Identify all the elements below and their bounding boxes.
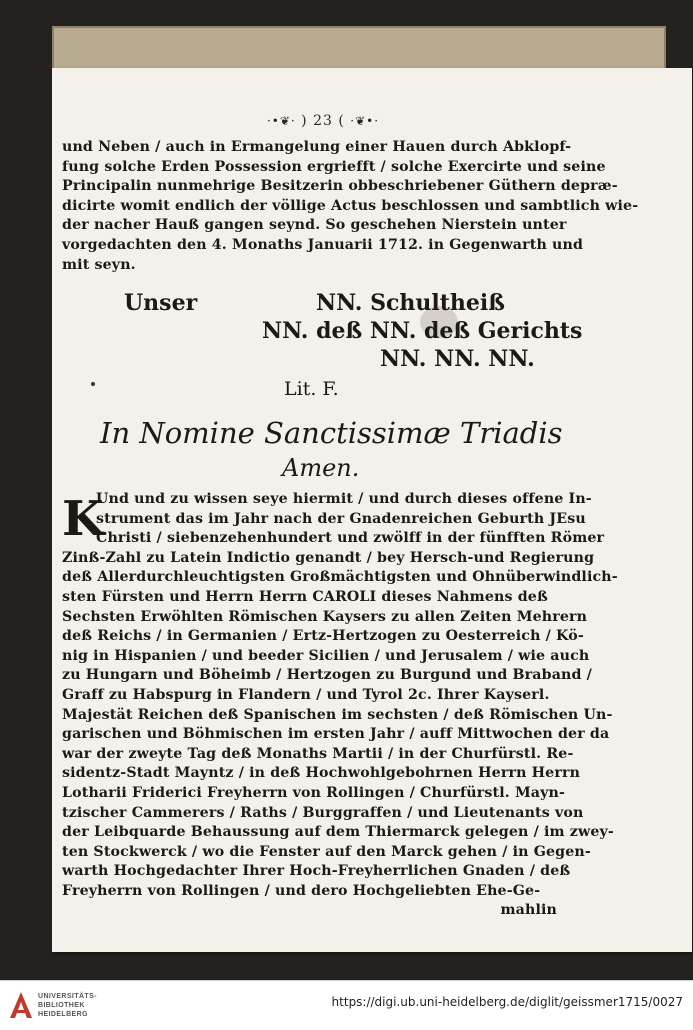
left-ornament-icon: ·•❦· bbox=[266, 114, 296, 128]
text-line: mit seyn. bbox=[62, 256, 136, 273]
signature-line-3: NN. NN. NN. bbox=[380, 346, 535, 372]
document-title: In Nomine Sanctissimæ Triadis bbox=[100, 416, 563, 450]
text-line: dicirte womit endlich der völlige Actus beschlossen und sambtlich wie- bbox=[62, 197, 639, 214]
right-ornament-icon: ·❦•· bbox=[350, 114, 380, 128]
text-line: vorgedachten den 4. Monaths Januarii 1712. in Gegenwarth und bbox=[62, 236, 584, 253]
library-logo-text bbox=[38, 992, 97, 1019]
section-label: Lit. F. bbox=[284, 378, 339, 400]
logo-line-3: HEIDELBERG bbox=[38, 1011, 88, 1018]
text-line: sidentz-Stadt Mayntz / in deß Hochwohlgebohrnen Herrn Herrn bbox=[62, 765, 581, 782]
text-line: deß Allerdurchleuchtigsten Großmächtigsten und Ohnüberwindlich- bbox=[62, 569, 618, 586]
text-line: war der zweyte Tag deß Monaths Martii / in der Churfürstl. Re- bbox=[62, 745, 574, 762]
text-line: Graff zu Habspurg in Flandern / und Tyrol 2c. Ihrer Kayserl. bbox=[62, 686, 550, 703]
text-line: warth Hochgedachter Ihrer Hoch-Freyherrlichen Gnaden / deß bbox=[62, 863, 571, 880]
text-line: Majestät Reichen deß Spanischen im sechsten / deß Römischen Un- bbox=[62, 706, 613, 723]
text-line: zu Hungarn und Böheimb / Hertzogen zu Burgund und Braband / bbox=[62, 667, 593, 684]
title-amen: Amen. bbox=[282, 454, 360, 482]
text-line: nig in Hispanien / und beeder Sicilien / und Jerusalem / wie auch bbox=[62, 647, 590, 664]
text-line: deß Reichs / in Germanien / Ertz-Hertzogen zu Oesterreich / Kö- bbox=[62, 628, 584, 645]
text-line: Und und zu wissen seye hiermit / und durch dieses offene In- bbox=[96, 491, 592, 507]
paragraph-1 bbox=[62, 138, 639, 275]
text-line: Zinß-Zahl zu Latein Indictio genandt / bey Hersch-und Regierung bbox=[62, 549, 595, 566]
catchword: mahlin bbox=[500, 902, 557, 919]
permalink-url[interactable]: https://digi.ub.uni-heidelberg.de/diglit/geissmer1715/0027 bbox=[331, 995, 683, 1009]
text-line: Lotharii Friderici Freyherrn von Rollingen / Churfürstl. Mayn- bbox=[62, 784, 566, 801]
text-line: tzischer Cammerers / Raths / Burggraffen / und Lieutenants von bbox=[62, 804, 584, 821]
text-line: ten Stockwerck / wo die Fenster auf den Marck gehen / in Gegen- bbox=[62, 843, 591, 860]
text-line: der nacher Hauß gangen seynd. So geschehen Nierstein unter bbox=[62, 217, 567, 234]
logo-line-2: BIBLIOTHEK bbox=[38, 1002, 85, 1009]
text-line: Sechsten Erwöhlten Römischen Kaysers zu allen Zeiten Mehrern bbox=[62, 608, 588, 625]
library-logo-icon[interactable] bbox=[8, 990, 34, 1020]
signature-line-1: NN. Schultheiß bbox=[316, 290, 505, 316]
logo-line-1: UNIVERSITÄTS- bbox=[38, 993, 97, 1000]
text-line: der Leibquarde Behaussung auf dem Thiermarck gelegen / im zwey- bbox=[62, 824, 614, 841]
text-line: Christi / siebenzehenhundert und zwölff in der fünfften Römer bbox=[96, 530, 605, 547]
text-line: fung solche Erden Possession ergriefft / solche Exercirte und seine bbox=[62, 158, 606, 175]
text-line: Principalin nunmehrige Besitzerin obbeschriebener Güthern depræ- bbox=[62, 178, 618, 195]
page-header bbox=[248, 113, 398, 129]
text-line: strument das im Jahr nach der Gnadenreichen Geburth JEsu bbox=[96, 510, 586, 527]
book-cover-board bbox=[52, 26, 666, 948]
text-line: sten Fürsten und Herrn Herrn CAROLI dieses Nahmens deß bbox=[62, 588, 548, 605]
document-page bbox=[52, 68, 692, 952]
viewer-footer bbox=[0, 980, 693, 1030]
text-line: und Neben / auch in Ermangelung einer Hauen durch Abklopf- bbox=[62, 139, 572, 155]
ink-dot bbox=[91, 382, 95, 386]
text-line: Freyherrn von Rollingen / und dero Hochgeliebten Ehe-Ge- bbox=[62, 882, 541, 899]
page-number: ) 23 ( bbox=[301, 113, 345, 129]
paragraph-2 bbox=[62, 490, 618, 921]
text-line: garischen und Böhmischen im ersten Jahr / auff Mittwochen der da bbox=[62, 726, 610, 743]
signature-line-2: NN. deß NN. deß Gerichts bbox=[262, 318, 583, 344]
signature-unser: Unser bbox=[124, 290, 198, 316]
drop-capital: K bbox=[62, 491, 104, 547]
